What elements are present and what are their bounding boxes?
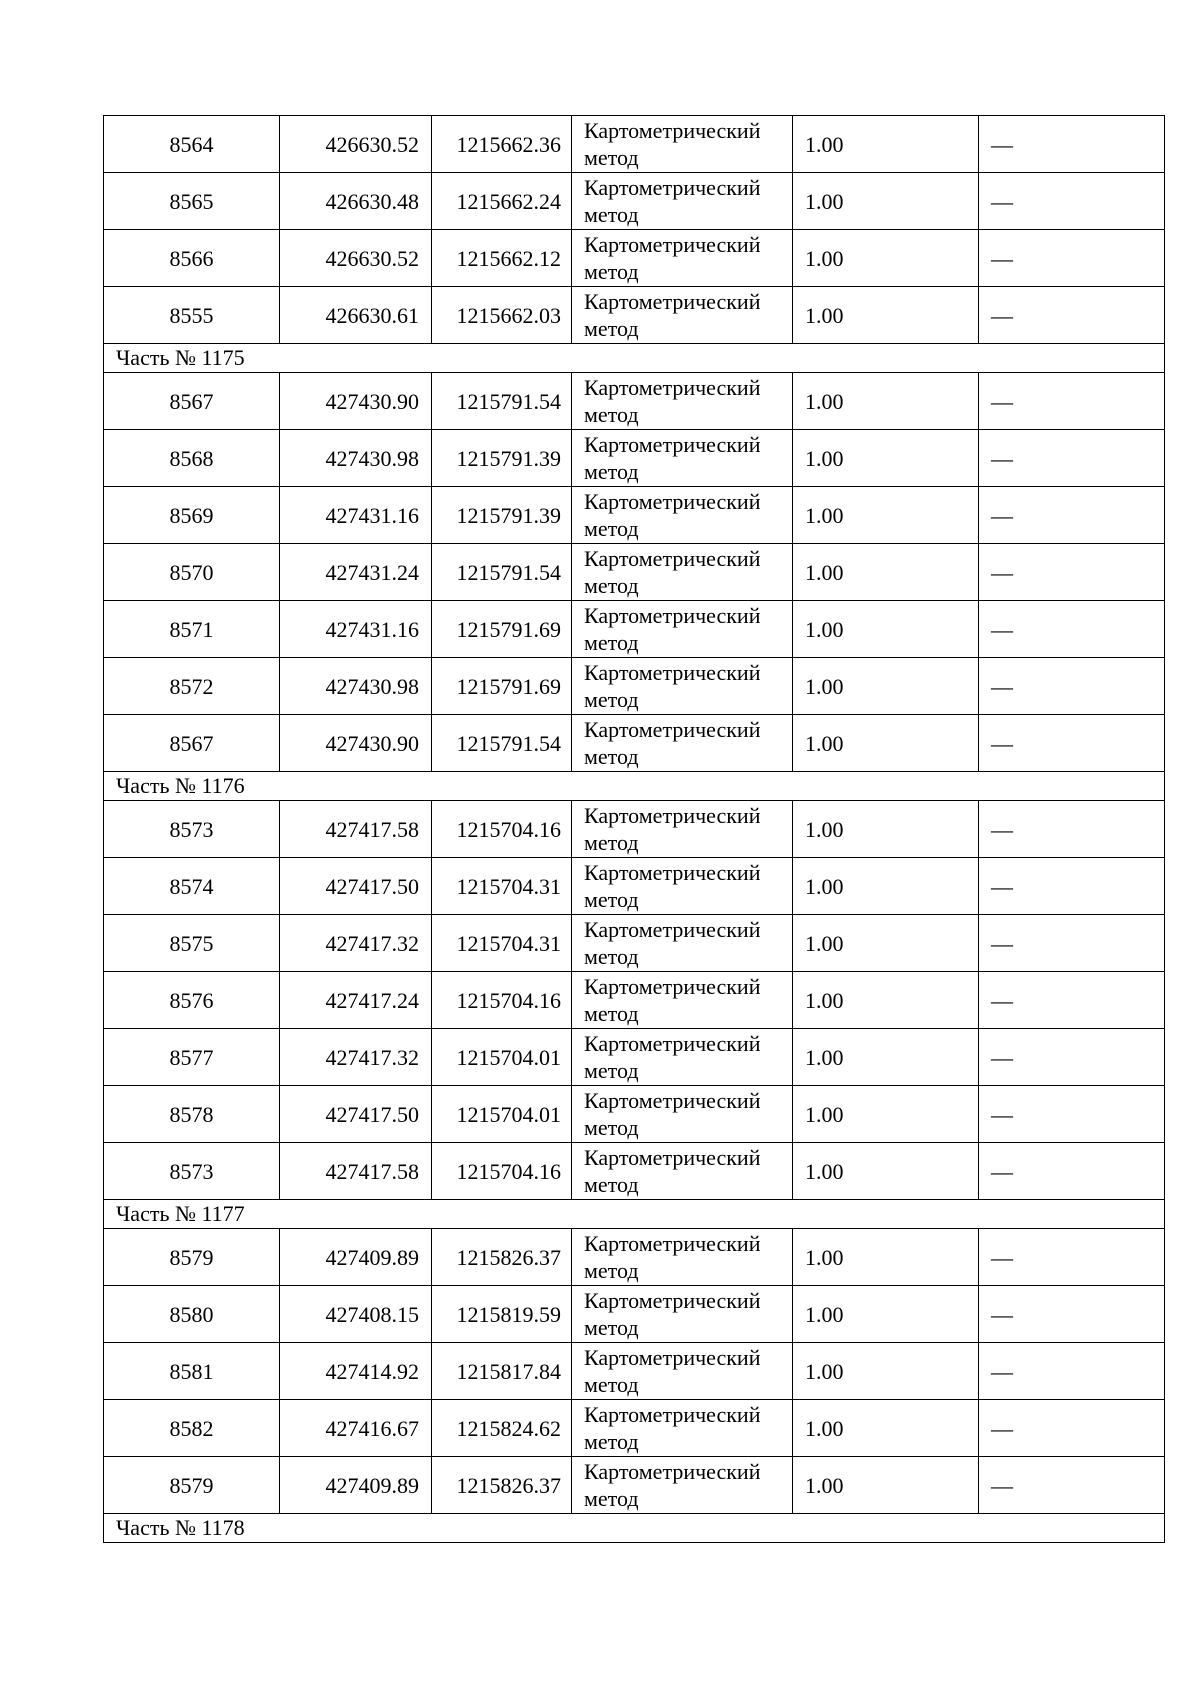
method-cell: [572, 1229, 793, 1286]
section-header-row: [104, 1514, 1165, 1543]
table-row: [104, 601, 1165, 658]
x-coordinate-cell: 426630.52: [280, 116, 432, 173]
point-number-cell: 8574: [104, 858, 280, 915]
method-cell: [572, 715, 793, 772]
note-cell: —: [979, 1343, 1165, 1400]
method-line-2: метод: [584, 1058, 639, 1083]
table-row: [104, 487, 1165, 544]
method-line-1: Картометрический: [584, 1459, 761, 1484]
point-number-cell: 8571: [104, 601, 280, 658]
note-cell: —: [979, 858, 1165, 915]
accuracy-cell: 1.00: [793, 1343, 979, 1400]
table-row: [104, 1143, 1165, 1200]
accuracy-cell: 1.00: [793, 1229, 979, 1286]
method-cell: [572, 430, 793, 487]
method-cell: [572, 1400, 793, 1457]
x-coordinate-cell: 427417.50: [280, 858, 432, 915]
point-number-cell: 8566: [104, 230, 280, 287]
y-coordinate-cell: 1215704.31: [432, 858, 572, 915]
note-cell: —: [979, 1286, 1165, 1343]
method-line-1: Картометрический: [584, 489, 761, 514]
accuracy-cell: 1.00: [793, 715, 979, 772]
point-number-cell: 8576: [104, 972, 280, 1029]
method-cell: [572, 1457, 793, 1514]
method-line-2: метод: [584, 202, 639, 227]
method-cell: [572, 972, 793, 1029]
method-line-1: Картометрический: [584, 432, 761, 457]
method-line-2: метод: [584, 1315, 639, 1340]
point-number-cell: 8578: [104, 1086, 280, 1143]
y-coordinate-cell: 1215662.24: [432, 173, 572, 230]
y-coordinate-cell: 1215791.54: [432, 715, 572, 772]
note-cell: —: [979, 373, 1165, 430]
x-coordinate-cell: 427417.58: [280, 801, 432, 858]
section-header-row: [104, 772, 1165, 801]
table-row: [104, 544, 1165, 601]
section-label: Часть № 1178: [104, 1514, 1165, 1543]
note-cell: —: [979, 116, 1165, 173]
y-coordinate-cell: 1215791.69: [432, 658, 572, 715]
method-line-2: метод: [584, 573, 639, 598]
section-label: Часть № 1176: [104, 772, 1165, 801]
method-cell: [572, 658, 793, 715]
y-coordinate-cell: 1215791.54: [432, 373, 572, 430]
table-row: [104, 658, 1165, 715]
table-row: [104, 1229, 1165, 1286]
method-line-2: метод: [584, 687, 639, 712]
method-line-1: Картометрический: [584, 1145, 761, 1170]
accuracy-cell: 1.00: [793, 544, 979, 601]
accuracy-cell: 1.00: [793, 1029, 979, 1086]
x-coordinate-cell: 427417.24: [280, 972, 432, 1029]
method-line-2: метод: [584, 887, 639, 912]
note-cell: —: [979, 287, 1165, 344]
section-label: Часть № 1177: [104, 1200, 1165, 1229]
method-cell: [572, 601, 793, 658]
point-number-cell: 8577: [104, 1029, 280, 1086]
y-coordinate-cell: 1215819.59: [432, 1286, 572, 1343]
x-coordinate-cell: 427416.67: [280, 1400, 432, 1457]
y-coordinate-cell: 1215824.62: [432, 1400, 572, 1457]
method-line-2: метод: [584, 516, 639, 541]
x-coordinate-cell: 427417.50: [280, 1086, 432, 1143]
point-number-cell: 8570: [104, 544, 280, 601]
method-line-1: Картометрический: [584, 232, 761, 257]
note-cell: —: [979, 601, 1165, 658]
note-cell: —: [979, 1229, 1165, 1286]
method-line-1: Картометрический: [584, 289, 761, 314]
note-cell: —: [979, 1029, 1165, 1086]
y-coordinate-cell: 1215817.84: [432, 1343, 572, 1400]
x-coordinate-cell: 427409.89: [280, 1229, 432, 1286]
accuracy-cell: 1.00: [793, 373, 979, 430]
y-coordinate-cell: 1215662.12: [432, 230, 572, 287]
method-line-2: метод: [584, 259, 639, 284]
note-cell: —: [979, 173, 1165, 230]
point-number-cell: 8567: [104, 715, 280, 772]
table-row: [104, 801, 1165, 858]
accuracy-cell: 1.00: [793, 287, 979, 344]
method-line-1: Картометрический: [584, 1402, 761, 1427]
x-coordinate-cell: 427417.32: [280, 915, 432, 972]
accuracy-cell: 1.00: [793, 430, 979, 487]
method-line-2: метод: [584, 944, 639, 969]
method-line-1: Картометрический: [584, 175, 761, 200]
note-cell: —: [979, 801, 1165, 858]
table-row: [104, 173, 1165, 230]
point-number-cell: 8580: [104, 1286, 280, 1343]
table-row: [104, 915, 1165, 972]
point-number-cell: 8579: [104, 1457, 280, 1514]
method-line-1: Картометрический: [584, 917, 761, 942]
method-line-1: Картометрический: [584, 1031, 761, 1056]
x-coordinate-cell: 427430.90: [280, 715, 432, 772]
method-line-2: метод: [584, 1001, 639, 1026]
accuracy-cell: 1.00: [793, 601, 979, 658]
method-line-2: метод: [584, 1172, 639, 1197]
y-coordinate-cell: 1215704.16: [432, 972, 572, 1029]
note-cell: —: [979, 1457, 1165, 1514]
x-coordinate-cell: 427430.90: [280, 373, 432, 430]
method-cell: [572, 1286, 793, 1343]
y-coordinate-cell: 1215662.03: [432, 287, 572, 344]
note-cell: —: [979, 658, 1165, 715]
accuracy-cell: 1.00: [793, 1457, 979, 1514]
point-number-cell: 8582: [104, 1400, 280, 1457]
point-number-cell: 8579: [104, 1229, 280, 1286]
accuracy-cell: 1.00: [793, 487, 979, 544]
note-cell: —: [979, 544, 1165, 601]
table-row: [104, 287, 1165, 344]
accuracy-cell: 1.00: [793, 173, 979, 230]
note-cell: —: [979, 1086, 1165, 1143]
method-cell: [572, 487, 793, 544]
table-row: [104, 1029, 1165, 1086]
accuracy-cell: 1.00: [793, 230, 979, 287]
y-coordinate-cell: 1215791.39: [432, 487, 572, 544]
table-row: [104, 858, 1165, 915]
table-row: [104, 373, 1165, 430]
method-line-2: метод: [584, 1429, 639, 1454]
method-line-2: метод: [584, 1258, 639, 1283]
point-number-cell: 8573: [104, 801, 280, 858]
method-line-1: Картометрический: [584, 860, 761, 885]
method-line-1: Картометрический: [584, 546, 761, 571]
y-coordinate-cell: 1215791.69: [432, 601, 572, 658]
table-row: [104, 972, 1165, 1029]
point-number-cell: 8575: [104, 915, 280, 972]
table-row: [104, 1400, 1165, 1457]
point-number-cell: 8565: [104, 173, 280, 230]
table-row: [104, 1343, 1165, 1400]
table-row: [104, 116, 1165, 173]
method-line-1: Картометрический: [584, 717, 761, 742]
point-number-cell: 8573: [104, 1143, 280, 1200]
method-line-1: Картометрический: [584, 603, 761, 628]
note-cell: —: [979, 972, 1165, 1029]
table-row: [104, 1086, 1165, 1143]
method-cell: [572, 173, 793, 230]
y-coordinate-cell: 1215704.01: [432, 1029, 572, 1086]
table-row: [104, 1286, 1165, 1343]
method-line-1: Картометрический: [584, 974, 761, 999]
point-number-cell: 8572: [104, 658, 280, 715]
y-coordinate-cell: 1215704.31: [432, 915, 572, 972]
method-line-2: метод: [584, 316, 639, 341]
accuracy-cell: 1.00: [793, 1143, 979, 1200]
x-coordinate-cell: 427417.58: [280, 1143, 432, 1200]
method-line-1: Картометрический: [584, 1088, 761, 1113]
method-line-2: метод: [584, 744, 639, 769]
method-line-1: Картометрический: [584, 803, 761, 828]
x-coordinate-cell: 427431.16: [280, 487, 432, 544]
x-coordinate-cell: 427431.16: [280, 601, 432, 658]
table-row: [104, 430, 1165, 487]
x-coordinate-cell: 427431.24: [280, 544, 432, 601]
section-header-row: [104, 344, 1165, 373]
point-number-cell: 8581: [104, 1343, 280, 1400]
y-coordinate-cell: 1215704.16: [432, 801, 572, 858]
method-line-2: метод: [584, 630, 639, 655]
accuracy-cell: 1.00: [793, 1286, 979, 1343]
y-coordinate-cell: 1215791.39: [432, 430, 572, 487]
x-coordinate-cell: 427430.98: [280, 430, 432, 487]
note-cell: —: [979, 1143, 1165, 1200]
method-cell: [572, 858, 793, 915]
note-cell: —: [979, 487, 1165, 544]
method-line-1: Картометрический: [584, 1231, 761, 1256]
accuracy-cell: 1.00: [793, 858, 979, 915]
accuracy-cell: 1.00: [793, 915, 979, 972]
x-coordinate-cell: 427417.32: [280, 1029, 432, 1086]
section-header-row: [104, 1200, 1165, 1229]
method-cell: [572, 1029, 793, 1086]
method-line-2: метод: [584, 145, 639, 170]
method-cell: [572, 287, 793, 344]
accuracy-cell: 1.00: [793, 972, 979, 1029]
method-cell: [572, 915, 793, 972]
accuracy-cell: 1.00: [793, 1400, 979, 1457]
method-cell: [572, 373, 793, 430]
method-line-1: Картометрический: [584, 660, 761, 685]
y-coordinate-cell: 1215826.37: [432, 1229, 572, 1286]
method-line-2: метод: [584, 402, 639, 427]
method-line-2: метод: [584, 1372, 639, 1397]
point-number-cell: 8567: [104, 373, 280, 430]
table-row: [104, 1457, 1165, 1514]
method-line-1: Картометрический: [584, 118, 761, 143]
y-coordinate-cell: 1215704.16: [432, 1143, 572, 1200]
x-coordinate-cell: 426630.48: [280, 173, 432, 230]
x-coordinate-cell: 427430.98: [280, 658, 432, 715]
method-line-1: Картометрический: [584, 1288, 761, 1313]
note-cell: —: [979, 230, 1165, 287]
method-cell: [572, 230, 793, 287]
x-coordinate-cell: 426630.61: [280, 287, 432, 344]
method-line-2: метод: [584, 830, 639, 855]
table-row: [104, 230, 1165, 287]
method-cell: [572, 1143, 793, 1200]
note-cell: —: [979, 715, 1165, 772]
method-cell: [572, 801, 793, 858]
accuracy-cell: 1.00: [793, 1086, 979, 1143]
y-coordinate-cell: 1215791.54: [432, 544, 572, 601]
accuracy-cell: 1.00: [793, 801, 979, 858]
note-cell: —: [979, 1400, 1165, 1457]
x-coordinate-cell: 427408.15: [280, 1286, 432, 1343]
x-coordinate-cell: 427414.92: [280, 1343, 432, 1400]
table-body: [104, 116, 1165, 1543]
method-line-1: Картометрический: [584, 1345, 761, 1370]
point-number-cell: 8564: [104, 116, 280, 173]
note-cell: —: [979, 915, 1165, 972]
y-coordinate-cell: 1215662.36: [432, 116, 572, 173]
point-number-cell: 8568: [104, 430, 280, 487]
x-coordinate-cell: 426630.52: [280, 230, 432, 287]
point-number-cell: 8555: [104, 287, 280, 344]
table-row: [104, 715, 1165, 772]
coordinates-table: [103, 115, 1165, 1543]
y-coordinate-cell: 1215826.37: [432, 1457, 572, 1514]
method-line-2: метод: [584, 1486, 639, 1511]
method-cell: [572, 1086, 793, 1143]
accuracy-cell: 1.00: [793, 116, 979, 173]
section-label: Часть № 1175: [104, 344, 1165, 373]
method-line-2: метод: [584, 1115, 639, 1140]
y-coordinate-cell: 1215704.01: [432, 1086, 572, 1143]
method-line-1: Картометрический: [584, 375, 761, 400]
method-cell: [572, 1343, 793, 1400]
method-cell: [572, 544, 793, 601]
method-line-2: метод: [584, 459, 639, 484]
accuracy-cell: 1.00: [793, 658, 979, 715]
point-number-cell: 8569: [104, 487, 280, 544]
note-cell: —: [979, 430, 1165, 487]
x-coordinate-cell: 427409.89: [280, 1457, 432, 1514]
method-cell: [572, 116, 793, 173]
